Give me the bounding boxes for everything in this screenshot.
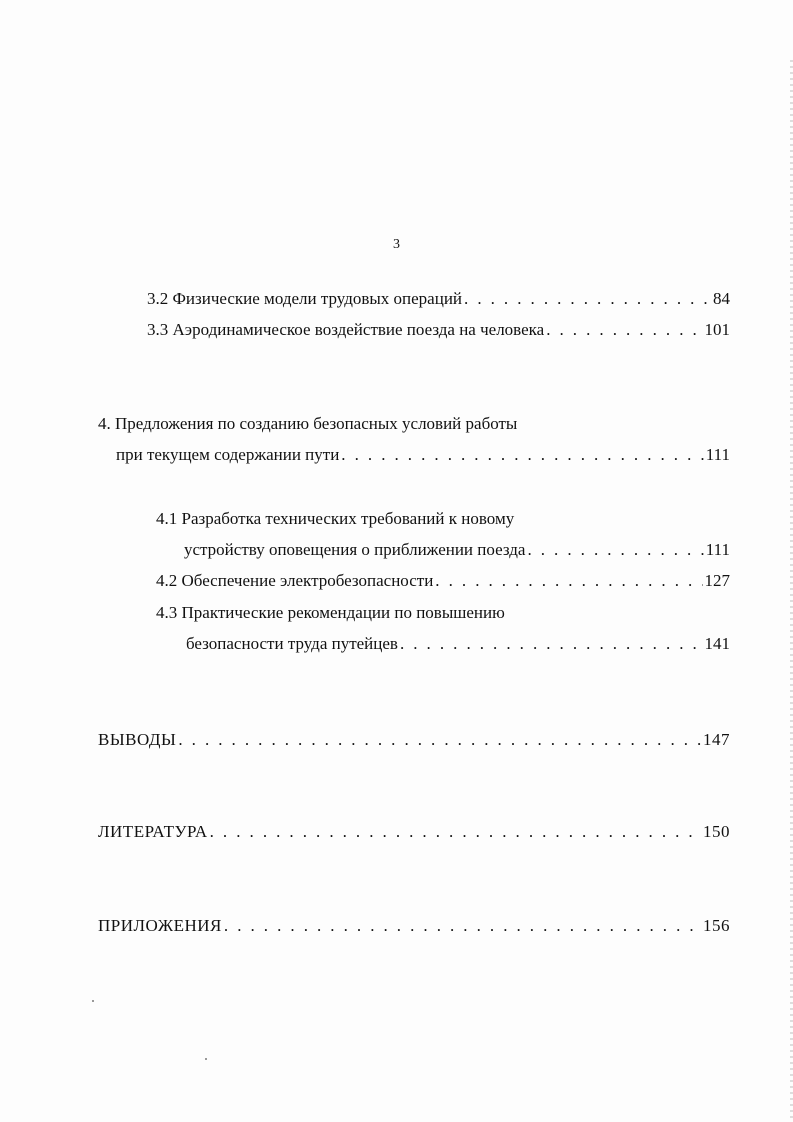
toc-entry-page: 141 (704, 634, 730, 653)
page-number: 3 (393, 237, 400, 252)
toc-entry-title: при текущем содержании пути (116, 445, 340, 464)
leader-dots (527, 539, 703, 561)
toc-entry-title: ВЫВОДЫ (98, 730, 177, 749)
toc-entry-page: 147 (703, 730, 730, 749)
leader-dots (464, 288, 711, 310)
scan-speck (205, 1058, 207, 1060)
toc-entry-4-3 (186, 633, 730, 655)
toc-entry-4-1 (184, 539, 730, 561)
leader-dots (400, 633, 703, 655)
toc-entry-page: 127 (704, 571, 730, 590)
toc-entry-page: 84 (713, 289, 730, 308)
toc-entry-3-2 (147, 288, 730, 310)
toc-entry-page: 101 (704, 320, 730, 339)
leader-dots (341, 444, 703, 466)
toc-entry-title: ПРИЛОЖЕНИЯ (98, 916, 222, 935)
toc-entry-page: 111 (705, 540, 730, 559)
toc-entry-title: 3.2 Физические модели трудовых операций (147, 289, 463, 308)
leader-dots (546, 319, 702, 341)
scan-speck (92, 1000, 94, 1002)
toc-entry-page: 156 (703, 916, 730, 935)
toc-entry-conclusions (98, 729, 730, 751)
toc-entry-4-2 (156, 570, 730, 592)
toc-entry-title: 4.2 Обеспечение электробезопасности (156, 571, 434, 590)
toc-entry-page: 150 (703, 822, 730, 841)
toc-entry-title: 3.3 Аэродинамическое воздействие поезда на человека (147, 320, 545, 339)
toc-entry-literature (98, 821, 730, 843)
toc-entry-4-3-line1: 4.3 Практические рекомендации по повышению (156, 603, 505, 622)
leader-dots (210, 821, 701, 843)
toc-entry-title: ЛИТЕРАТУРА (98, 822, 208, 841)
toc-entry-4-line1: 4. Предложения по созданию безопасных условий работы (98, 414, 518, 433)
toc-entry-appendices (98, 915, 730, 937)
toc-entry-3-3 (147, 319, 730, 341)
toc-entry-title: безопасности труда путейцев (186, 634, 398, 653)
toc-entry-4 (116, 444, 730, 466)
leader-dots (435, 570, 702, 592)
leader-dots (178, 729, 701, 751)
leader-dots (224, 915, 701, 937)
toc-entry-4-1-line1: 4.1 Разработка технических требований к новому (156, 509, 515, 528)
toc-entry-page: 111 (705, 445, 730, 464)
toc-entry-title: устройству оповещения о приближении поезда (184, 540, 526, 559)
